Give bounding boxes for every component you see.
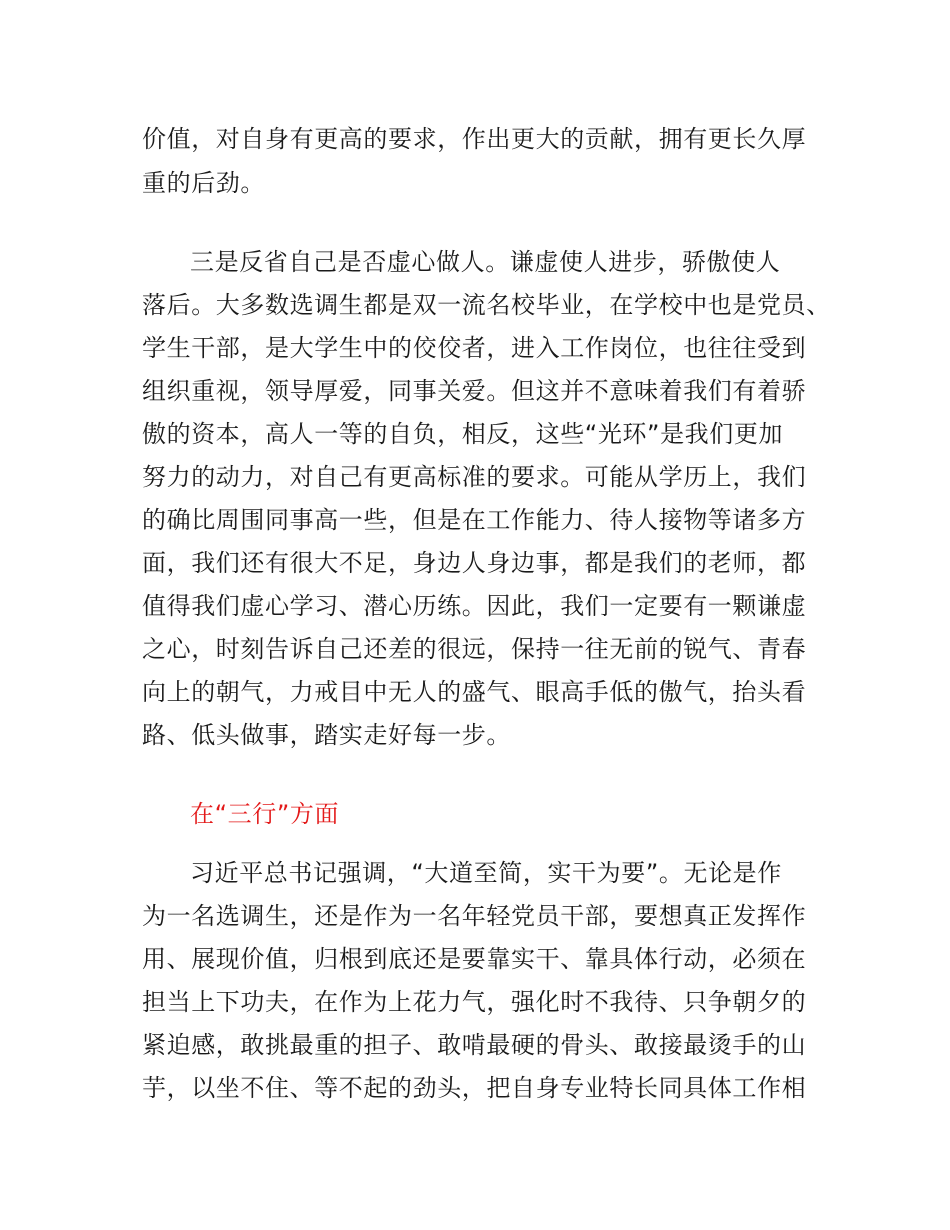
- text-line: 值得我们虚心学习、潜心历练。因此，我们一定要有一颗谦虚: [142, 592, 807, 620]
- section-heading: 在“三行”方面: [190, 800, 340, 828]
- paragraph-first-line: 三是反省自己是否虚心做人。谦虚使人进步，骄傲使人: [190, 248, 781, 276]
- text-line: 芋，以坐不住、等不起的劲头，把自身专业特长同具体工作相: [142, 1074, 807, 1102]
- text-line: 落后。大多数选调生都是双一流名校毕业，在学校中也是党员、: [142, 291, 831, 319]
- text-line: 价值，对自身有更高的要求，作出更大的贡献，拥有更长久厚: [142, 125, 807, 153]
- text-line: 学生干部，是大学生中的佼佼者，进入工作岗位，也往往受到: [142, 334, 807, 362]
- text-line: 的确比周围同事高一些，但是在工作能力、待人接物等诸多方: [142, 506, 807, 534]
- text-line: 组织重视，领导厚爱，同事关爱。但这并不意味着我们有着骄: [142, 377, 807, 405]
- text-line: 向上的朝气，力戒目中无人的盛气、眼高手低的傲气，抬头看: [142, 678, 807, 706]
- text-line: 担当上下功夫，在作为上花力气，强化时不我待、只争朝夕的: [142, 988, 807, 1016]
- text-line: 努力的动力，对自己有更高标准的要求。可能从学历上，我们: [142, 463, 807, 491]
- text-line: 路、低头做事，踏实走好每一步。: [142, 721, 511, 749]
- paragraph-first-line: 习近平总书记强调，“大道至简，实干为要”。无论是作: [190, 859, 782, 887]
- text-line: 面，我们还有很大不足，身边人身边事，都是我们的老师，都: [142, 549, 807, 577]
- text-line: 为一名选调生，还是作为一名年轻党员干部，要想真正发挥作: [142, 902, 807, 930]
- text-line: 傲的资本，高人一等的自负，相反，这些“光环”是我们更加: [142, 420, 784, 448]
- text-line: 之心，时刻告诉自己还差的很远，保持一往无前的锐气、青春: [142, 635, 807, 663]
- text-line: 紧迫感，敢挑最重的担子、敢啃最硬的骨头、敢接最烫手的山: [142, 1031, 807, 1059]
- text-line: 用、展现价值，归根到底还是要靠实干、靠具体行动，必须在: [142, 945, 807, 973]
- text-line: 重的后劲。: [142, 169, 265, 197]
